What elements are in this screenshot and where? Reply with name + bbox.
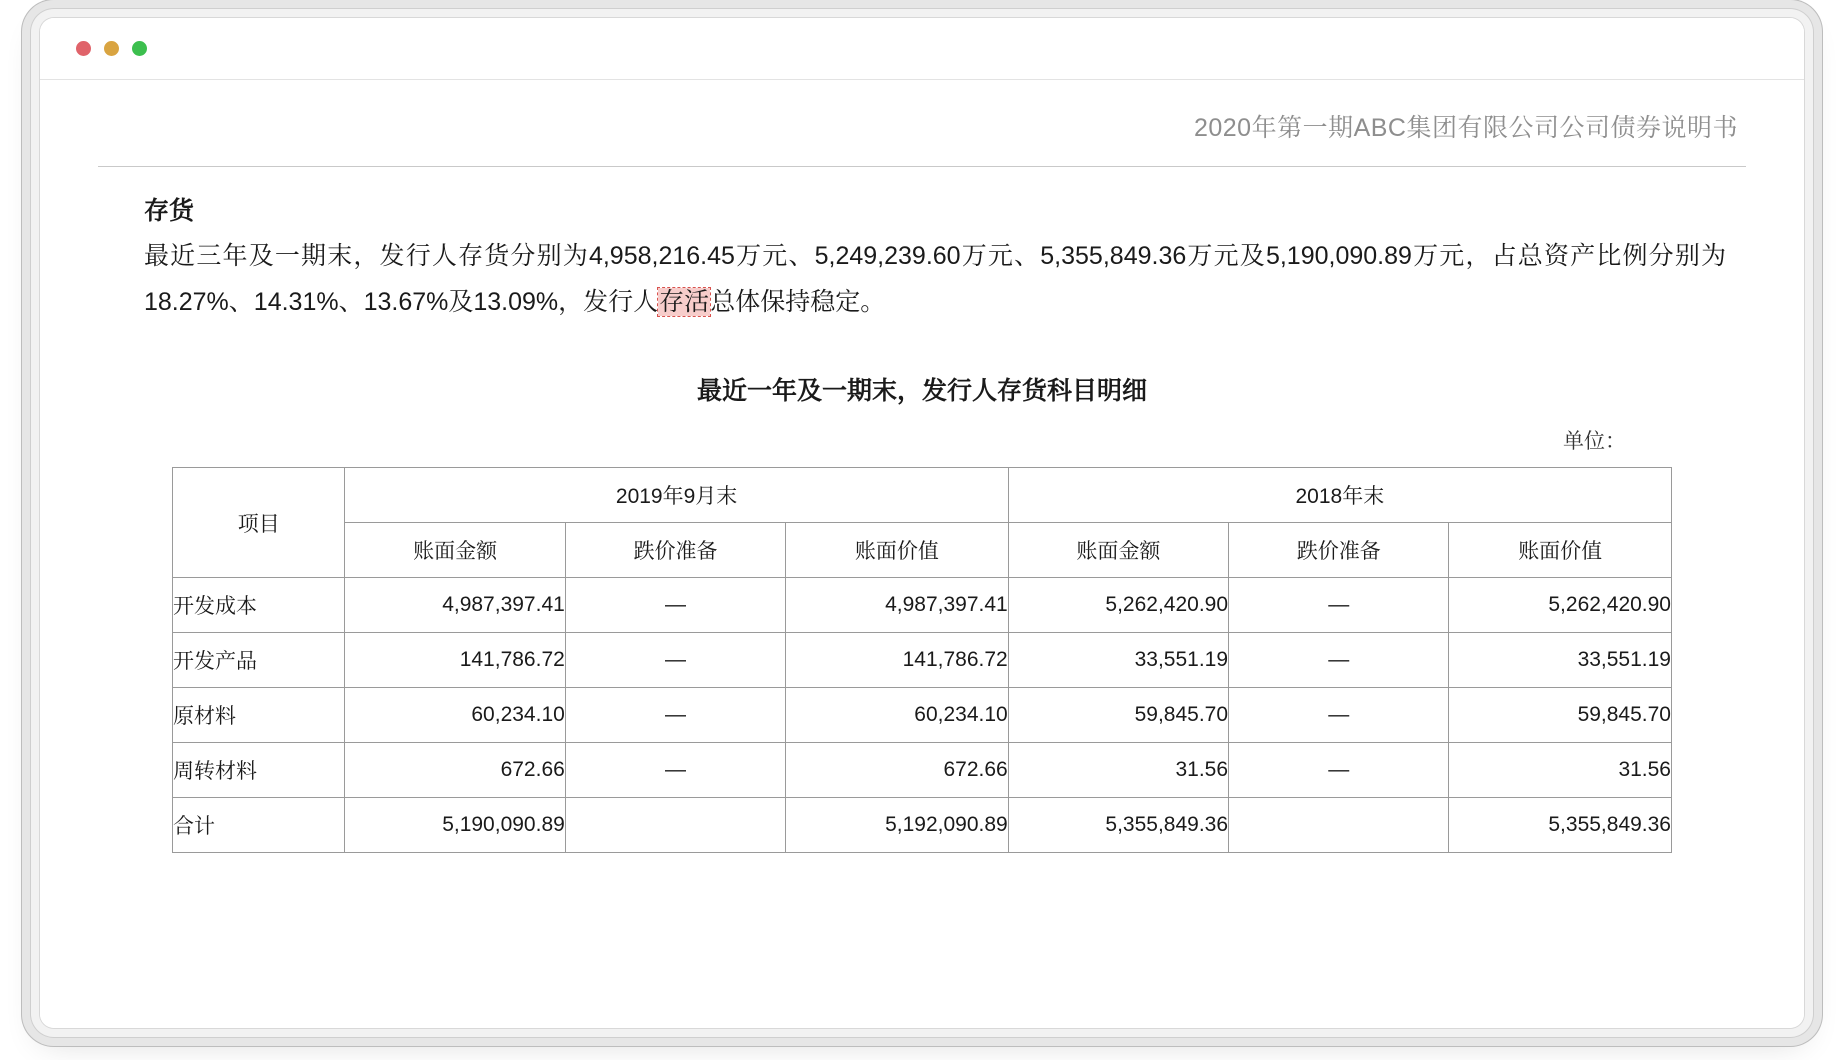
highlighted-term[interactable]: 存活 [659, 288, 710, 316]
row-cell: 31.56 [1449, 743, 1672, 798]
table-header-row-sub [173, 523, 1672, 578]
row-cell: 5,355,849.36 [1008, 798, 1228, 853]
row-cell: — [1229, 578, 1449, 633]
row-cell: — [1229, 633, 1449, 688]
row-cell: 33,551.19 [1008, 633, 1228, 688]
document-header: 2020年第一期ABC集团有限公司公司债券说明书 [1193, 114, 1738, 142]
table-title: 最近一年及一期末，发行人存货科目明细 [696, 377, 1147, 405]
row-cell: 5,262,420.90 [1008, 578, 1228, 633]
column-group-header-2019: 2019年9月末 [345, 468, 1008, 523]
table-row [173, 743, 1672, 798]
table-row [173, 798, 1672, 853]
row-cell: 4,987,397.41 [786, 578, 1009, 633]
row-cell: 672.66 [786, 743, 1009, 798]
close-icon[interactable] [76, 41, 91, 56]
paragraph-text-before: 最近三年及一期末，发行人存货分别为4,958,216.45万元、5,249,239.60万元、5,355,849.36万元及5,190,090.89万元，占总资产比例分别为18.27%、14.31%、13.67%及13.09%，发行人 [144, 242, 1726, 316]
row-cell: — [565, 633, 785, 688]
column-header-2019-impairment: 跌价准备 [565, 523, 785, 578]
row-cell: 141,786.72 [345, 633, 565, 688]
row-label: 周转材料 [173, 743, 345, 798]
table-row [173, 633, 1672, 688]
table-header-row-group [173, 468, 1672, 523]
row-cell [565, 798, 785, 853]
table-unit-label: 单位： [1563, 430, 1626, 453]
row-cell: 5,192,090.89 [786, 798, 1009, 853]
window-frame [40, 18, 1804, 1028]
table-row [173, 688, 1672, 743]
row-cell: 5,355,849.36 [1449, 798, 1672, 853]
window-titlebar [40, 18, 1804, 80]
document-page [40, 80, 1804, 1028]
row-cell: 5,262,420.90 [1449, 578, 1672, 633]
maximize-icon[interactable] [132, 41, 147, 56]
paragraph-text-after: 总体保持稳定。 [710, 288, 886, 316]
table-row [173, 578, 1672, 633]
row-cell [1229, 798, 1449, 853]
minimize-icon[interactable] [104, 41, 119, 56]
row-cell: 60,234.10 [345, 688, 565, 743]
row-cell: 672.66 [345, 743, 565, 798]
row-label: 原材料 [173, 688, 345, 743]
column-header-2019-book-amount: 账面金额 [345, 523, 565, 578]
column-header-2018-book-value: 账面价值 [1449, 523, 1672, 578]
column-header-2018-book-amount: 账面金额 [1008, 523, 1228, 578]
row-cell: — [565, 688, 785, 743]
row-cell: 59,845.70 [1449, 688, 1672, 743]
row-cell: — [1229, 688, 1449, 743]
row-cell: 60,234.10 [786, 688, 1009, 743]
row-label: 开发成本 [173, 578, 345, 633]
row-cell: 59,845.70 [1008, 688, 1228, 743]
row-cell: 141,786.72 [786, 633, 1009, 688]
column-header-item: 项目 [173, 468, 345, 578]
row-cell: 5,190,090.89 [345, 798, 565, 853]
row-cell: — [565, 743, 785, 798]
section-title: 存货 [144, 197, 195, 225]
row-cell: 31.56 [1008, 743, 1228, 798]
body-paragraph [98, 233, 1746, 325]
row-cell: 4,987,397.41 [345, 578, 565, 633]
header-divider [98, 166, 1746, 167]
column-header-2018-impairment: 跌价准备 [1229, 523, 1449, 578]
inventory-breakdown-table [172, 467, 1672, 853]
column-group-header-2018: 2018年末 [1008, 468, 1671, 523]
row-label: 合计 [173, 798, 345, 853]
row-cell: — [565, 578, 785, 633]
row-cell: 33,551.19 [1449, 633, 1672, 688]
row-label: 开发产品 [173, 633, 345, 688]
row-cell: — [1229, 743, 1449, 798]
column-header-2019-book-value: 账面价值 [786, 523, 1009, 578]
